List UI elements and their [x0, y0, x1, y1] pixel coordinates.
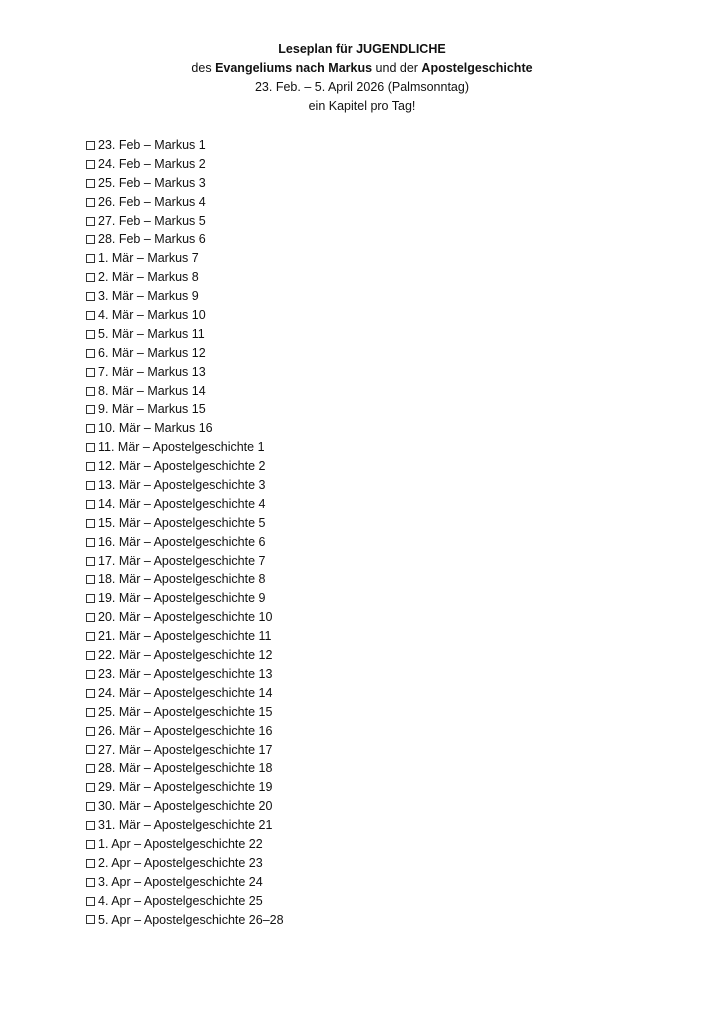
reading-plan-item	[86, 230, 284, 249]
reading-plan-item-label: 29. Mär – Apostelgeschichte 19	[98, 780, 273, 795]
checkbox-icon[interactable]	[86, 764, 95, 773]
reading-plan-item	[86, 722, 284, 741]
reading-plan-item-label: 6. Mär – Markus 12	[98, 345, 206, 360]
reading-plan-item	[86, 363, 284, 382]
reading-plan-item	[86, 174, 284, 193]
reading-plan-item-label: 23. Mär – Apostelgeschichte 13	[98, 666, 273, 681]
checkbox-icon[interactable]	[86, 481, 95, 490]
reading-plan-item-label: 25. Feb – Markus 3	[98, 175, 206, 190]
checkbox-icon[interactable]	[86, 311, 95, 320]
reading-plan-item	[86, 438, 284, 457]
reading-plan-item	[86, 325, 284, 344]
reading-plan-item-label: 21. Mär – Apostelgeschichte 11	[98, 629, 272, 644]
reading-plan-item-label: 3. Apr – Apostelgeschichte 24	[98, 874, 263, 889]
reading-plan-item	[86, 457, 284, 476]
reading-plan-item-label: 5. Mär – Markus 11	[98, 326, 205, 341]
checkbox-icon[interactable]	[86, 349, 95, 358]
reading-plan-item-label: 10. Mär – Markus 16	[98, 421, 213, 436]
checkbox-icon[interactable]	[86, 160, 95, 169]
checkbox-icon[interactable]	[86, 897, 95, 906]
checkbox-icon[interactable]	[86, 802, 95, 811]
date-range: 23. Feb. – 5. April 2026 (Palmsonntag)	[254, 80, 469, 94]
checkbox-icon[interactable]	[86, 708, 95, 717]
reading-plan-item-label: 18. Mär – Apostelgeschichte 8	[98, 572, 266, 587]
reading-plan-item	[86, 268, 284, 287]
checkbox-icon[interactable]	[86, 557, 95, 566]
reading-plan-item	[86, 552, 284, 571]
reading-plan-item	[86, 570, 284, 589]
title-text: Leseplan für JUGENDLICHE	[278, 42, 446, 56]
reading-plan-item-label: 17. Mär – Apostelgeschichte 7	[98, 553, 266, 568]
tagline: ein Kapitel pro Tag!	[308, 99, 416, 113]
reading-plan-item	[86, 741, 284, 760]
reading-plan-item	[86, 589, 284, 608]
checkbox-icon[interactable]	[86, 217, 95, 226]
reading-plan-item	[86, 911, 284, 930]
checkbox-icon[interactable]	[86, 235, 95, 244]
reading-plan-item	[86, 155, 284, 174]
subtitle-text-1: des	[191, 61, 216, 75]
checkbox-icon[interactable]	[86, 273, 95, 282]
checkbox-icon[interactable]	[86, 594, 95, 603]
reading-plan-item-label: 27. Mär – Apostelgeschichte 17	[98, 742, 273, 757]
reading-plan-item	[86, 476, 284, 495]
checkbox-icon[interactable]	[86, 462, 95, 471]
reading-plan-item	[86, 400, 284, 419]
reading-plan-item	[86, 533, 284, 552]
reading-plan-item-label: 12. Mär – Apostelgeschichte 2	[98, 459, 266, 474]
reading-plan-item-label: 24. Feb – Markus 2	[98, 156, 206, 171]
checkbox-icon[interactable]	[86, 330, 95, 339]
checkbox-icon[interactable]	[86, 424, 95, 433]
checkbox-icon[interactable]	[86, 292, 95, 301]
checkbox-icon[interactable]	[86, 519, 95, 528]
checkbox-icon[interactable]	[86, 141, 95, 150]
reading-plan-item-label: 20. Mär – Apostelgeschichte 10	[98, 610, 273, 625]
reading-plan-item	[86, 193, 284, 212]
reading-plan-item-label: 11. Mär – Apostelgeschichte 1	[98, 440, 265, 455]
checkbox-icon[interactable]	[86, 198, 95, 207]
reading-plan-item-label: 27. Feb – Markus 5	[98, 213, 206, 228]
checkbox-icon[interactable]	[86, 613, 95, 622]
reading-plan-item	[86, 627, 284, 646]
reading-plan-item	[86, 759, 284, 778]
reading-plan-item-label: 25. Mär – Apostelgeschichte 15	[98, 704, 273, 719]
reading-plan-item-label: 28. Mär – Apostelgeschichte 18	[98, 761, 273, 776]
reading-plan-item-label: 4. Mär – Markus 10	[98, 308, 206, 323]
reading-plan-item	[86, 344, 284, 363]
reading-plan-item-label: 26. Mär – Apostelgeschichte 16	[98, 723, 273, 738]
checkbox-icon[interactable]	[86, 179, 95, 188]
document-header	[0, 40, 724, 116]
reading-plan-item-label: 1. Apr – Apostelgeschichte 22	[98, 836, 263, 851]
reading-plan-item	[86, 419, 284, 438]
reading-plan-item	[86, 287, 284, 306]
checkbox-icon[interactable]	[86, 538, 95, 547]
checkbox-icon[interactable]	[86, 783, 95, 792]
reading-plan-item-label: 16. Mär – Apostelgeschichte 6	[98, 534, 266, 549]
reading-plan-item	[86, 703, 284, 722]
checkbox-icon[interactable]	[86, 689, 95, 698]
reading-plan-item	[86, 816, 284, 835]
reading-plan-item	[86, 873, 284, 892]
reading-plan-item-label: 3. Mär – Markus 9	[98, 289, 199, 304]
checkbox-icon[interactable]	[86, 405, 95, 414]
checkbox-icon[interactable]	[86, 915, 95, 924]
reading-plan-item	[86, 646, 284, 665]
checkbox-icon[interactable]	[86, 632, 95, 641]
reading-plan-item	[86, 608, 284, 627]
reading-plan-item-label: 28. Feb – Markus 6	[98, 232, 206, 247]
reading-plan-item-label: 7. Mär – Markus 13	[98, 364, 206, 379]
checkbox-icon[interactable]	[86, 859, 95, 868]
checkbox-icon[interactable]	[86, 840, 95, 849]
reading-plan-item-label: 9. Mär – Markus 15	[98, 402, 206, 417]
reading-plan-item-label: 24. Mär – Apostelgeschichte 14	[98, 685, 273, 700]
reading-plan-item-label: 19. Mär – Apostelgeschichte 9	[98, 591, 266, 606]
reading-plan-item	[86, 854, 284, 873]
checkbox-icon[interactable]	[86, 651, 95, 660]
reading-plan-item-label: 30. Mär – Apostelgeschichte 20	[98, 799, 273, 814]
reading-plan-item	[86, 514, 284, 533]
checkbox-icon[interactable]	[86, 443, 95, 452]
checkbox-icon[interactable]	[86, 745, 95, 754]
reading-plan-item-label: 2. Mär – Markus 8	[98, 270, 199, 285]
reading-plan-item-label: 4. Apr – Apostelgeschichte 25	[98, 893, 263, 908]
checkbox-icon[interactable]	[86, 368, 95, 377]
reading-plan-list	[86, 136, 284, 929]
reading-plan-item	[86, 212, 284, 231]
reading-plan-item-label: 2. Apr – Apostelgeschichte 23	[98, 855, 263, 870]
reading-plan-item	[86, 249, 284, 268]
subtitle-bold-1: Evangeliums nach Markus	[215, 61, 373, 75]
subtitle-text-2: und der	[372, 61, 422, 75]
reading-plan-item-label: 23. Feb – Markus 1	[98, 138, 206, 152]
reading-plan-item	[86, 684, 284, 703]
reading-plan-item-label: 8. Mär – Markus 14	[98, 383, 206, 398]
checkbox-icon[interactable]	[86, 254, 95, 263]
reading-plan-item-label: 22. Mär – Apostelgeschichte 12	[98, 648, 273, 663]
subtitle	[0, 59, 724, 78]
reading-plan-item	[86, 306, 284, 325]
reading-plan-item	[86, 797, 284, 816]
reading-plan-item-label: 14. Mär – Apostelgeschichte 4	[98, 496, 266, 511]
reading-plan-item	[86, 495, 284, 514]
reading-plan-item	[86, 136, 284, 155]
checkbox-icon[interactable]	[86, 821, 95, 830]
checkbox-icon[interactable]	[86, 500, 95, 509]
reading-plan-item-label: 26. Feb – Markus 4	[98, 194, 206, 209]
reading-plan-item-label: 31. Mär – Apostelgeschichte 21	[98, 818, 273, 833]
title	[0, 40, 724, 59]
reading-plan-item-label: 13. Mär – Apostelgeschichte 3	[98, 478, 266, 493]
reading-plan-item-label: 1. Mär – Markus 7	[98, 251, 199, 266]
checkbox-icon[interactable]	[86, 575, 95, 584]
reading-plan-item	[86, 892, 284, 911]
reading-plan-item	[86, 835, 284, 854]
checkbox-icon[interactable]	[86, 670, 95, 679]
reading-plan-item	[86, 382, 284, 401]
subtitle-bold-2: Apostelgeschichte	[421, 61, 533, 75]
checkbox-icon[interactable]	[86, 727, 95, 736]
checkbox-icon[interactable]	[86, 878, 95, 887]
reading-plan-item	[86, 778, 284, 797]
reading-plan-item-label: 15. Mär – Apostelgeschichte 5	[98, 515, 266, 530]
reading-plan-item	[86, 665, 284, 684]
checkbox-icon[interactable]	[86, 387, 95, 396]
reading-plan-item-label: 5. Apr – Apostelgeschichte 26–28	[98, 912, 284, 927]
